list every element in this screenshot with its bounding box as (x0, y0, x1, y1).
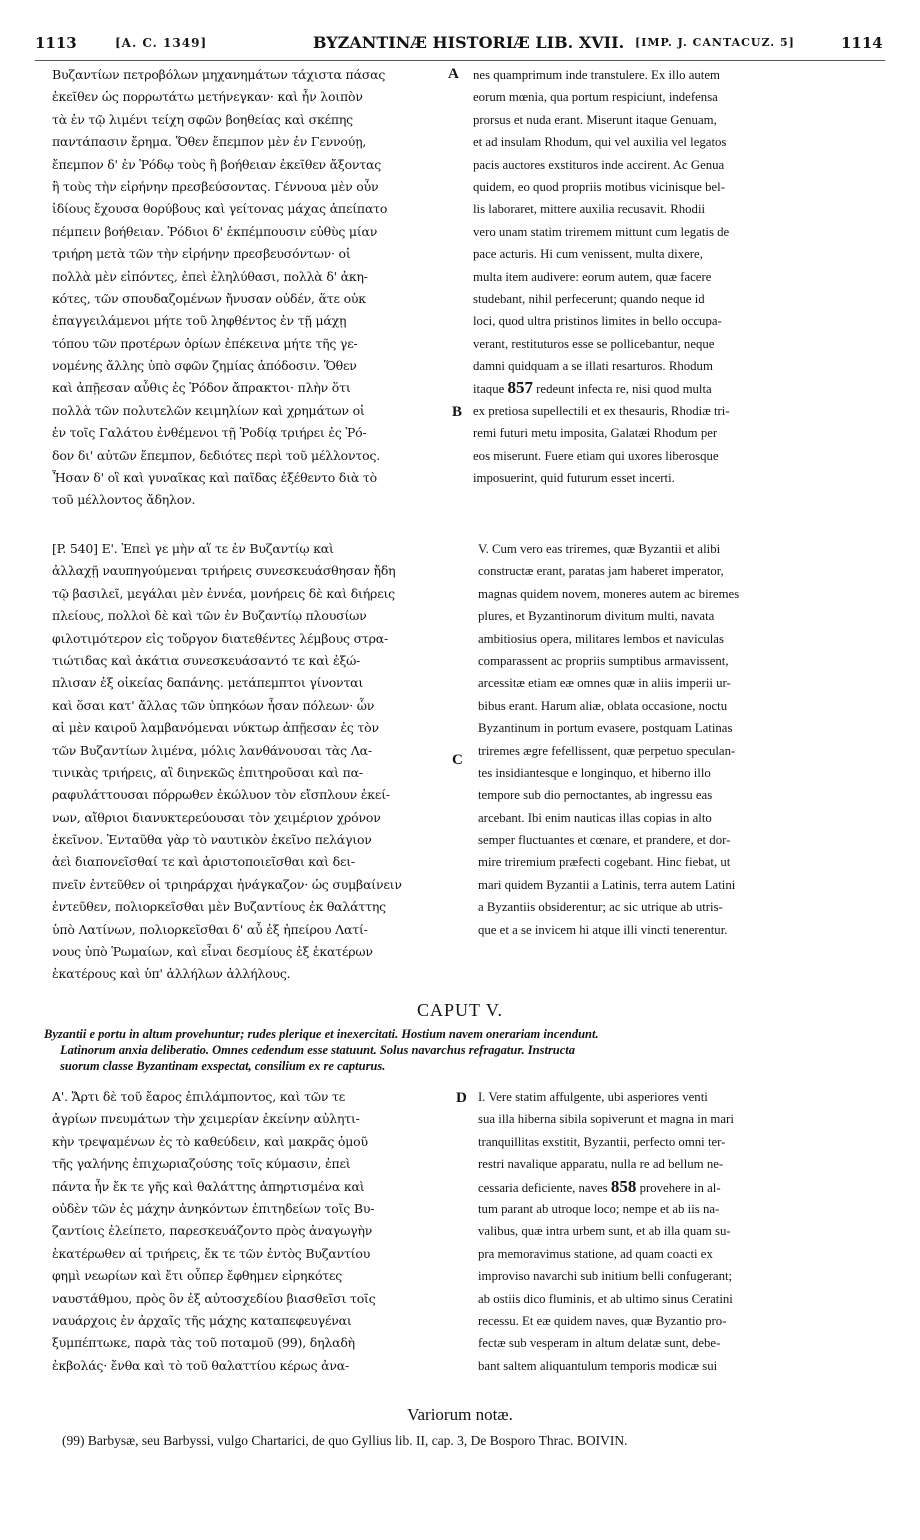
text-line: constructæ erant, paratas jam haberet imperator, (478, 564, 724, 579)
text-line: τριήρη μετὰ τῶν τὴν εἰρήνην πρεσβευσόντων· οἱ (52, 246, 351, 262)
text-line: pra memoravimus statione, ad quam coacti ex (478, 1246, 713, 1261)
text-line: [P. 540] Ε'. Ἐπεὶ γε μὴν αἵ τε ἐν Βυζαντίῳ καὶ (52, 541, 334, 556)
text-line: αἱ μὲν καιροῦ λαμβανόμεναι νύκτωρ ἀπῇεσαν ἐς τὸν (52, 720, 379, 736)
text-line: Byzantinum in portum evasere, postquam Latinas (478, 721, 733, 736)
text-line: τῆς γαλήνης ἐπιχωριαζούσης τοῖς κύμασιν, ἐπεὶ (52, 1156, 351, 1172)
text-line: ραφυλάττουσαι πόρρωθεν ἐκώλυον τὸν εἴσπλουν ἐκεί- (52, 787, 390, 803)
text-line: a Byzantiis obsiderentur; ac sic utrique ab utris- (478, 900, 723, 915)
text-line: bibus erant. Harum aliæ, oblata occasione, noctu (478, 698, 728, 713)
text-line: tum parant ab utroque loco; nempe et ab iis na- (478, 1201, 720, 1216)
text-line: ξυμπέπτωκε, παρὰ τὰς τοῦ ποταμοῦ (99), δηλαδὴ (52, 1335, 355, 1351)
text-line: φημὶ νεωρίων καὶ ἔτι οὗπερ ἔφθημεν εἰρηκότες (52, 1268, 343, 1284)
text-line: καὶ ὅσαι κατ' ἄλλας τῶν ὑπηκόων ἦσαν πόλεων· ὧν (52, 697, 375, 713)
chapter-summary (44, 1026, 889, 1074)
text-line: vero unam statim triremem mittunt cum legatis de (473, 224, 730, 239)
text-line: ἐν τοῖς Γαλάτου ἐνθέμενοι τῇ Ῥοδίᾳ τριήρει ἐς Ῥό- (52, 425, 367, 441)
text-line: ζαντίοις ἐλείπετο, παρεσκευάζοντο πρὸς ἀναγωγὴν (52, 1223, 373, 1239)
latin-column-top (473, 64, 891, 489)
text-line: ἀλλαχῇ ναυπηγούμεναι τριήρεις συνεσκευάσθησαν ἤδη (52, 563, 396, 579)
text-line: itaque 857 redeunt infecta re, nisi quod multa (473, 378, 712, 398)
text-line: τὰ ἐν τῷ λιμένι τείχη σφῶν βοηθείας καὶ σκέπης (52, 111, 353, 127)
text-line: studebant, nihil perfecerunt; quando neque id (473, 291, 705, 306)
greek-column-chapter-5 (52, 1086, 460, 1377)
edition-page-number: 857 (507, 378, 533, 398)
text-line: loci, quod ultra pristinos limites in bello occupa- (473, 314, 722, 329)
text-line: mire triremium præfecti cogebant. Hinc fiebat, ut (478, 855, 731, 870)
margin-marker-a: A (448, 66, 459, 82)
text-line: ναυστάθμου, πρὸς ὃν ἐξ αὐτοσχεδίου βιασθεῖσι τοῖς (52, 1290, 376, 1306)
text-line: φιλοτιμότερον εἰς τοὔργον διατεθέντες λέμβους στρα- (52, 630, 389, 646)
text-line: prorsus et nuda erant. Miserunt itaque Genuam, (473, 112, 717, 127)
text-line: ab ostiis dico fluminis, et ab ultimo sinus Ceratini (478, 1291, 733, 1306)
text-line: ambitiosius opera, militares lembos et naviculas (478, 631, 724, 646)
text-line: I. Vere statim affulgente, ubi asperiores venti (478, 1090, 708, 1104)
page-number-left: 1113 (35, 34, 77, 52)
text-line: κότες, τῶν σπουδαζομένων ἤνυσαν οὐδέν, ἅτε οὐκ (52, 290, 366, 306)
summary-line: suorum classe Byzantinam exspectat, consilium ex re capturus. (60, 1059, 386, 1073)
text-line: bant saltem aliquantulum temporis modicæ sui (478, 1358, 718, 1373)
greek-column-top (52, 64, 462, 512)
text-line: δον δι' αὐτῶν ἔπεμπον, δεδιότες περὶ τοῦ μέλλοντος. (52, 447, 381, 463)
text-line: plures, et Byzantinorum divitum multi, navata (478, 609, 715, 624)
text-line: que et a se invicem hi atque illi vincti tenerentur. (478, 922, 728, 937)
text-line: mari quidem Byzantii a Latinis, terra autem Latini (478, 877, 736, 892)
text-line: πλισαν ἐξ οἰκείας δαπάνης. μετάπεμπτοι γίνονται (52, 675, 364, 691)
summary-line: Latinorum anxia deliberatio. Omnes cedendum esse statuunt. Solus navarchus refragatur. Instructa (60, 1043, 576, 1057)
text-line: τῷ βασιλεῖ, μεγάλαι μὲν ἐννέα, μονήρεις δὲ καὶ διήρεις (52, 585, 395, 601)
text-line: ἰδίους ἔχουσα θορύβους καὶ γείτονας μάχας ἀπείπατο (52, 201, 388, 217)
text-line: νων, αἴθριοι διανυκτερεύουσαι τὸν χειμέριον χρόνον (52, 809, 381, 825)
text-line: τῶν Βυζαντίων λιμένα, μόλις λανθάνουσαι τὰς Λα- (52, 742, 372, 758)
margin-marker-b: B (452, 404, 463, 420)
text-line: arcessitæ etiam eæ omnes quæ in aliis imperii ur- (478, 676, 731, 691)
text-line: ἀεὶ διαπονεῖσθαί τε καὶ ἀριστοποιεῖσθαι καὶ δει- (52, 854, 355, 870)
text-line: ὑπὸ Λατίνων, πολιορκεῖσθαι δ' αὖ ἐξ ἠπείρου Λατί- (52, 921, 368, 937)
text-line: ναυάρχοις ἐν ἀρχαῖς τῆς μάχης καταπεφευγέναι (52, 1312, 352, 1328)
text-line: comparassent ac propriis sumptibus armavissent, (478, 653, 729, 668)
text-line: multa item audivere: eorum autem, quæ facere (473, 269, 712, 284)
text-line: eorum mœnia, qua portum respiciunt, indefensa (473, 90, 718, 105)
text-line: semper fluctuantes et cœnare, et prandere, et dor- (478, 833, 731, 848)
text-line: πνεῖν ἐντεῦθεν οἱ τριηράρχαι ἠνάγκαζον· ὡς συμβαίνειν (52, 876, 402, 892)
text-line: verant, restituturos esse se pollicebantur, neque (473, 336, 715, 351)
text-line: tempore sub dio pernoctantes, ab ingressu eas (478, 788, 713, 803)
text-line: tes insidiantesque e longinquo, et hiberno illo (478, 765, 711, 780)
text-line: fectæ sub vesperam in altum delatæ sunt, debe- (478, 1336, 721, 1351)
text-line: triremes ægre fefellissent, quæ perpetuo speculan- (478, 743, 736, 758)
latin-column-chapter-5 (478, 1086, 890, 1377)
date-reference: [A. C. 1349] (115, 36, 208, 50)
text-line: lis laboraret, mittere auxilia recusavit. Rhodii (473, 202, 706, 217)
text-line: V. Cum vero eas triremes, quæ Byzantii et alibi (478, 542, 721, 556)
text-line: improviso navarchi sub initium belli confugerant; (478, 1269, 733, 1284)
header-rule (35, 60, 885, 61)
text-line: ἐκβολάς· ἔνθα καὶ τὸ τοῦ θαλαττίου κέρως ἀνα- (52, 1357, 350, 1373)
text-line: πολλὰ μὲν εἰπόντες, ἐπεὶ ἐληλύθασι, πολλὰ δ' ἀκη- (52, 268, 368, 284)
text-line: sua illa hiberna sibila sopiverunt et magna in mari (478, 1112, 734, 1127)
text-line: νομένης ἄλλης ὑπὸ σφῶν ζημίας ἀπόδοσιν. Ὅθεν (52, 358, 357, 374)
text-line: ex pretiosa supellectili et ex thesauris, Rhodiæ tri- (473, 403, 730, 418)
page-number-right: 1114 (841, 34, 883, 52)
text-line: κὴν τρεψαμένων ἐς τὸ καθεύδειν, καὶ μακρᾶς ὁμοῦ (52, 1133, 368, 1149)
text-line: pacis auctores exstituros inde accirent. Ac Genua (473, 157, 725, 172)
text-line: πάντα ἦν ἔκ τε γῆς καὶ θαλάττης ἀπηρτισμένα καὶ (52, 1178, 365, 1194)
text-line: πολλὰ τῶν πολυτελῶν κειμηλίων καὶ χρημάτων οἱ (52, 402, 365, 418)
text-line: recessu. Et eæ quidem naves, quæ Byzantio pro- (478, 1313, 727, 1328)
text-line: τοῦ μέλλοντος ἄδηλον. (52, 492, 196, 508)
margin-marker-d: D (456, 1090, 467, 1106)
running-header (35, 30, 885, 56)
summary-line: Byzantii e portu in altum provehuntur; rudes plerique et inexercitati. Hostium navem onerariam incendunt. (44, 1027, 599, 1041)
chapter-title: CAPUT V. (416, 1000, 504, 1020)
text-line: et ad insulam Rhodum, qui vel auxilia vel legatos (473, 135, 727, 150)
greek-column-section-5 (52, 538, 464, 986)
text-line: τιώτιδας καὶ ἀκάτια συνεσκευάσαντό τε καὶ ἐξώ- (52, 652, 361, 668)
text-line: pace acturis. Hi cum venissent, multa dixere, (473, 247, 703, 262)
footnote-99: (99) Barbysæ, seu Barbyssi, vulgo Chartarici, de quo Gyllius lib. II, cap. 3, De Bosporo Thrac. BOIVIN. (62, 1433, 628, 1448)
text-line: tranquillitas exstitit, Byzantii, perfecto omni ter- (478, 1134, 726, 1149)
text-line: τόπου τῶν προτέρων ὁρίων ἐπέκεινα μήτε τῆς γε- (52, 335, 358, 351)
text-line: ἀγρίων πνευμάτων τὴν χειμερίαν ἐκείνην αὐλητι- (52, 1111, 360, 1127)
text-line: οὐδὲν τῶν ἐς μάχην ἀνηκόντων ἐπιτηδείων τοῖς Βυ- (52, 1200, 375, 1216)
edition-page-number: 858 (610, 1176, 637, 1196)
text-line: ἔπεμπον δ' ἐν Ῥόδῳ τοὺς ἢ βοήθειαν ἐκεῖθεν ἄξοντας (52, 156, 382, 172)
notes-heading: Variorum notæ. (407, 1405, 513, 1424)
emperor-reference: [IMP. J. CANTACUZ. 5] (635, 36, 795, 49)
running-title: BYZANTINÆ HISTORIÆ LIB. XVII. (313, 33, 625, 52)
text-line: eos miserunt. Fuere etiam qui uxores liberosque (473, 448, 719, 463)
text-line: cessaria deficiente, naves 858 provehere in al- (478, 1176, 721, 1196)
text-line: πέμπειν βοήθειαν. Ῥόδιοι δ' ἐκπέμπουσιν εὐθὺς μίαν (52, 223, 378, 239)
text-line: damni quidquam a se illati resarturos. Rhodum (473, 359, 713, 374)
text-line: magnas quidem novem, moneres autem ac biremes (478, 586, 740, 601)
text-line: πλείους, πολλοὶ δὲ καὶ τῶν ἐν Βυζαντίῳ πλουσίων (52, 608, 367, 624)
text-line: ἐπαγγειλάμενοι μήτε τοῦ ληφθέντος ἐν τῇ μάχῃ (52, 313, 347, 329)
margin-marker-c: C (452, 752, 463, 768)
text-line: καὶ ἀπῇεσαν αὖθις ἐς Ῥόδον ἄπρακτοι· πλὴν ὅτι (52, 380, 351, 396)
text-line: restri navalique apparatu, nulla re ad bellum ne- (478, 1157, 724, 1172)
text-line: quidem, eo quod propriis motibus vicinisque bel- (473, 179, 725, 194)
text-line: ἢ τοὺς τὴν εἰρήνην πρεσβεύσοντας. Γέννουα μὲν οὖν (52, 178, 379, 194)
text-line: nes quamprimum inde transtulere. Ex illo autem (473, 68, 720, 82)
text-line: valibus, quæ intra urbem sunt, et ab illa quam su- (478, 1224, 731, 1239)
text-line: ἐκεῖνον. Ἐνταῦθα γὰρ τὸ ναυτικὸν ἐκεῖνο πελάγιον (52, 832, 372, 848)
text-line: ἐκεῖθεν ὡς πορρωτάτω μετήνεγκαν· καὶ ἦν λοιπὸν (52, 89, 363, 105)
text-line: ἑκατέρους καὶ ὑπ' ἀλλήλων ἀλλήλους. (52, 966, 291, 982)
text-line: τινικὰς τριήρεις, αἳ διηνεκῶς ἐπιτηροῦσαι καὶ πα- (52, 764, 363, 780)
text-line: remi futuri metu imposita, Galatæi Rhodum per (473, 426, 718, 441)
text-line: νους ὑπὸ Ῥωμαίων, καὶ εἶναι δεσμίους ἐξ ἑκατέρων (52, 944, 373, 960)
text-line: ἑκατέρωθεν αἱ τριήρεις, ἔκ τε τῶν ἐντὸς Βυζαντίου (52, 1245, 371, 1261)
text-line: ἐντεῦθεν, πολιορκεῖσθαι μὲν Βυζαντίους ἐκ θαλάττης (52, 899, 386, 915)
text-line: Βυζαντίων πετροβόλων μηχανημάτων τάχιστα πάσας (52, 67, 386, 82)
text-line: Ἦσαν δ' οἳ καὶ γυναῖκας καὶ παῖδας ἐξέθεντο διὰ τὸ (52, 470, 377, 486)
text-line: Α'. Ἄρτι δὲ τοῦ ἔαρος ἐπιλάμποντος, καὶ τῶν τε (52, 1089, 345, 1104)
text-line: παντάπασιν ἔρημα. Ὅθεν ἔπεμπον μὲν ἐν Γεννούῃ, (52, 134, 367, 150)
text-line: arcebant. Ibi enim nauticas illas copias in alto (478, 810, 712, 825)
text-line: imposuerint, quid futurum esset incerti. (473, 471, 675, 486)
latin-column-section-5 (478, 538, 890, 941)
